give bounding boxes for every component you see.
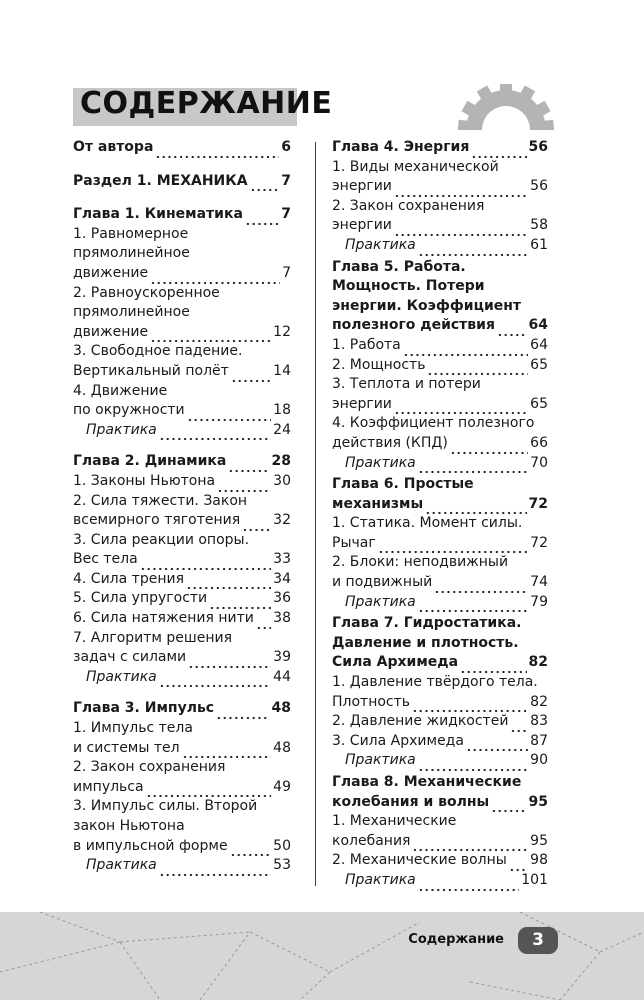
toc-page-number: 33 [273,551,291,568]
dot-leader [418,242,528,256]
toc-entry[interactable] [73,172,291,192]
toc-entry[interactable] [73,472,291,492]
toc-entry[interactable] [73,284,291,343]
toc-page-number: 79 [530,593,548,610]
toc-entry-line: 2. Закон сохранения [332,197,485,214]
toc-page-number: 95 [528,793,548,810]
dot-leader [231,368,271,382]
toc-entry-line: Мощность. Потери [332,278,485,295]
toc-entry-row [332,495,548,515]
toc-entry[interactable] [73,421,291,441]
toc-entry-title: действия (КПД) [332,434,448,451]
toc-entry-title: 4. Сила трения [73,570,184,587]
toc-entry-row [332,216,548,236]
toc-entry-title: Вертикальный полёт [73,362,229,379]
toc-entry[interactable] [73,589,291,609]
toc-page-number: 72 [528,495,548,512]
toc-entry-row [73,699,291,719]
toc-entry-row [73,550,291,570]
toc-entry-row [73,668,291,688]
dot-leader [394,222,528,236]
toc-page-number: 65 [530,356,548,373]
toc-page-number: 64 [530,336,548,353]
toc-page-number: 83 [530,713,548,730]
toc-entry-row [73,856,291,876]
dot-leader [403,342,528,356]
toc-entry-row [73,138,291,158]
toc-page-number: 95 [530,832,548,849]
toc-entry-title: энергии [332,395,392,412]
toc-entry-title: 2. Мощность [332,356,426,373]
toc-entry-title: колебания [332,832,411,849]
dot-leader [209,595,271,609]
dot-leader [159,862,271,876]
toc-entry[interactable] [332,812,548,851]
toc-entry-row [73,205,291,225]
toc-entry-row [73,472,291,492]
page-title: СОДЕРЖАНИЕ [80,86,333,121]
toc-entry-title: по окружности [73,402,185,419]
toc-entry-title: и системы тел [73,739,180,756]
toc-entry-title: Глава 1. Кинематика [73,206,243,223]
toc-entry[interactable] [332,614,548,673]
toc-entry[interactable] [332,553,548,592]
toc-entry-line: 3. Теплота и потери [332,376,481,393]
toc-page-number: 7 [281,172,291,189]
dot-leader [159,426,271,440]
toc-entry[interactable] [73,205,291,225]
toc-right-column [332,138,548,891]
dot-leader [186,575,271,589]
toc-entry[interactable] [73,225,291,284]
toc-entry-title: Рычаг [332,534,376,551]
toc-entry-row [332,832,548,852]
toc-entry-title: 3. Сила Архимеда [332,732,464,749]
toc-page-number: 82 [528,654,548,671]
toc-entry-row [332,712,548,732]
toc-entry[interactable] [73,452,291,472]
toc-entry-row [73,778,291,798]
toc-entry[interactable] [332,454,548,474]
dot-leader [418,598,528,612]
toc-entry-row [332,534,548,554]
toc-entry[interactable] [332,732,548,752]
toc-entry[interactable] [73,719,291,758]
toc-entry-row [73,264,291,284]
dot-leader [159,673,271,687]
toc-entry[interactable] [332,712,548,732]
dot-leader [242,517,271,531]
dot-leader [250,177,280,191]
toc-entry-row [332,316,548,336]
toc-entry[interactable] [73,342,291,381]
dot-leader [155,144,279,158]
toc-left-column [73,138,291,876]
toc-page-number: 90 [530,752,548,769]
toc-entry[interactable] [332,414,548,453]
toc-entry-row [332,395,548,415]
toc-page-number: 56 [528,139,548,155]
toc-entry-title: 2. Механические волны [332,852,507,869]
toc-entry-row [73,739,291,759]
toc-practice-label: Практика [345,593,416,610]
toc-entry-row [332,177,548,197]
toc-entry-row [332,434,548,454]
toc-entry[interactable] [73,138,291,158]
footer-pattern [0,912,644,1000]
toc-page-number: 65 [530,395,548,412]
toc-entry[interactable] [73,570,291,590]
toc-page-number: 39 [273,649,291,666]
toc-page-number: 70 [530,454,548,471]
toc-page-number: 58 [530,217,548,234]
toc-entry-line: Глава 8. Механические [332,774,522,790]
toc-entry-row [332,336,548,356]
toc-entry-line: 1. Импульс тела [73,720,193,737]
toc-entry-line: 7. Алгоритм решения [73,629,233,646]
toc-page-number: 6 [281,139,291,155]
dot-leader [378,539,528,553]
dot-leader [491,798,526,812]
footer-section-label: Содержание [408,932,504,947]
dot-leader [217,478,271,492]
toc-page-number: 74 [530,574,548,591]
toc-entry[interactable] [332,336,548,356]
toc-entry-title: 1. Законы Ньютона [73,472,216,489]
dot-leader [418,757,528,771]
toc-entry[interactable] [332,197,548,236]
toc-entry-line: Глава 6. Простые [332,476,474,493]
toc-entry[interactable] [332,673,548,712]
toc-page-number: 82 [530,693,548,710]
dot-leader [245,211,279,225]
dot-leader [497,322,527,336]
toc-entry-line: 1. Равномерное [73,225,189,242]
toc-entry[interactable] [332,138,548,158]
toc-entry-row [73,570,291,590]
toc-entry[interactable] [332,258,548,336]
toc-entry-title: 2. Давление жидкостей [332,713,509,730]
toc-entry-title: механизмы [332,495,424,512]
dot-leader [427,361,528,375]
toc-entry-row [332,693,548,713]
dot-leader [256,615,271,629]
toc-entry[interactable] [73,856,291,876]
toc-entry-line: прямолинейное [73,304,190,321]
dot-leader [450,440,528,454]
toc-entry-row [332,851,548,871]
dot-leader [471,144,526,158]
toc-entry-title: и подвижный [332,574,433,591]
toc-entry-title: 6. Сила натяжения нити [73,610,254,627]
toc-page-number: 49 [273,778,291,795]
dot-leader [418,459,528,473]
toc-page-number: 72 [530,534,548,551]
toc-entry-title: 1. Работа [332,336,401,353]
toc-entry-line: прямолинейное [73,245,190,262]
toc-entry-row [73,323,291,343]
toc-page-number: 61 [530,236,548,253]
dot-leader [140,556,272,570]
dot-leader [425,500,526,514]
toc-entry-title: колебания и волны [332,793,490,810]
dot-leader [460,659,526,673]
toc-entry-line: 1. Виды механической [332,158,499,175]
toc-entry-row [73,421,291,441]
toc-entry[interactable] [73,492,291,531]
toc-entry-title: движение [73,323,149,340]
toc-page-number: 12 [273,323,291,340]
dot-leader [466,737,528,751]
dot-leader [394,183,528,197]
toc-entry-line: 2. Блоки: неподвижный [332,554,509,571]
toc-entry-line: 2. Равноускоренное [73,284,220,301]
toc-entry-line: 3. Сила реакции опоры. [73,531,250,548]
column-divider [315,142,316,886]
toc-entry[interactable] [332,356,548,376]
dot-leader [412,698,528,712]
toc-page-number: 66 [530,434,548,451]
toc-entry-title: полезного действия [332,317,495,334]
toc-entry-line: 2. Сила тяжести. Закон [73,492,248,509]
toc-page-number: 32 [273,512,291,529]
dot-leader [150,328,271,342]
toc-entry-title: Вес тела [73,551,138,568]
toc-entry-title: движение [73,264,149,281]
toc-page-number: 7 [281,206,291,223]
toc-entry-title: Раздел 1. МЕХАНИКА [73,172,248,189]
toc-entry-row [332,751,548,771]
toc-entry-line: Давление и плотность. [332,634,519,651]
toc-page-number: 101 [521,871,548,888]
toc-entry-line: 4. Движение [73,382,168,399]
dot-leader [434,579,528,593]
toc-entry-row [332,653,548,673]
toc-practice-label: Практика [345,871,416,888]
page-footer [0,912,644,1000]
toc-entry-row [73,648,291,668]
toc-entry-title: импульса [73,778,144,795]
toc-entry-title: От автора [73,139,154,155]
toc-page-number: 18 [273,402,291,419]
toc-entry-row [73,511,291,531]
toc-entry-title: 5. Сила упругости [73,590,208,607]
dot-leader [146,783,272,797]
toc-entry[interactable] [332,593,548,613]
toc-entry[interactable] [332,158,548,197]
toc-page-number: 56 [530,178,548,195]
toc-entry-row [332,454,548,474]
toc-page-number: 7 [282,264,291,281]
toc-entry[interactable] [332,751,548,771]
toc-page-number: 48 [273,739,291,756]
toc-entry-title: задач с силами [73,649,187,666]
toc-practice-label: Практика [86,668,157,685]
dot-leader [394,400,528,414]
toc-entry[interactable] [332,851,548,871]
toc-entry-title: энергии [332,178,392,195]
dot-leader [216,705,269,719]
gear-icon [452,84,560,130]
toc-entry-line: 1. Статика. Момент силы. [332,515,523,532]
toc-entry-line: 1. Механические [332,813,457,830]
toc-entry[interactable] [332,773,548,812]
toc-practice-label: Практика [345,454,416,471]
toc-page-number: 30 [273,472,291,489]
dot-leader [230,842,272,856]
dot-leader [182,744,272,758]
toc-entry[interactable] [332,514,548,553]
toc-entry-line: Глава 5. Работа. [332,258,466,275]
toc-entry-row [332,356,548,376]
dot-leader [418,877,520,891]
toc-entry[interactable] [73,531,291,570]
toc-entry-row [73,837,291,857]
toc-entry-row [73,589,291,609]
dot-leader [510,718,528,732]
dot-leader [150,270,280,284]
toc-entry-title: Сила Архимеда [332,654,459,671]
toc-entry-title: Глава 4. Энергия [332,139,470,155]
toc-entry[interactable] [73,699,291,719]
toc-entry[interactable] [73,668,291,688]
toc-entry[interactable] [332,236,548,256]
toc-entry-line: 3. Свободное падение. [73,343,243,360]
toc-practice-label: Практика [345,236,416,253]
toc-entry-title: Глава 3. Импульс [73,700,215,717]
toc-page-number: 48 [271,700,291,717]
toc-entry-row [332,732,548,752]
toc-entry-row [73,452,291,472]
toc-entry-line: Глава 7. Гидростатика. [332,615,522,632]
toc-practice-label: Практика [86,421,157,438]
toc-page-number: 64 [528,317,548,334]
toc-entry-row [332,593,548,613]
dot-leader [509,857,528,871]
toc-entry-title: в импульсной форме [73,837,228,854]
toc-entry-title: Глава 2. Динамика [73,453,227,470]
toc-entry-line: закон Ньютона [73,818,185,834]
toc-entry[interactable] [73,758,291,797]
toc-entry-row [332,793,548,813]
toc-entry-row [73,362,291,382]
toc-page-number: 28 [271,453,291,470]
toc-entry-line: энергии. Коэффициент [332,297,522,314]
toc-entry-row [73,172,291,192]
toc-entry[interactable] [332,375,548,414]
toc-entry[interactable] [73,797,291,856]
toc-page-number: 24 [273,421,291,438]
toc-practice-label: Практика [345,752,416,769]
toc-entry-line: 1. Давление твёрдого тела. [332,674,538,691]
toc-entry-line: 3. Импульс силы. Второй [73,798,258,815]
toc-entry[interactable] [332,475,548,514]
toc-entry-title: энергии [332,217,392,234]
toc-page-number: 53 [273,857,291,874]
toc-entry[interactable] [332,871,548,891]
toc-page-number: 38 [273,610,291,627]
toc-entry[interactable] [73,382,291,421]
toc-entry-row [332,871,548,891]
toc-page-number: 50 [273,837,291,854]
toc-entry-title: Плотность [332,693,411,710]
toc-page-number: 44 [273,668,291,685]
dot-leader [412,837,528,851]
toc-page-number: 98 [530,852,548,869]
toc-entry-row [332,573,548,593]
toc-entry[interactable] [73,609,291,629]
page-number-badge: 3 [518,927,558,954]
dot-leader [188,654,271,668]
toc-entry-row [332,236,548,256]
toc-entry-row [73,609,291,629]
toc-entry-line: 2. Закон сохранения [73,759,226,776]
dot-leader [228,458,269,472]
toc-page-number: 36 [273,590,291,607]
toc-entry-row [73,401,291,421]
toc-page-number: 14 [273,362,291,379]
toc-entry-title: всемирного тяготения [73,512,241,529]
dot-leader [187,407,272,421]
toc-practice-label: Практика [86,857,157,874]
toc-entry-row [332,138,548,158]
toc-page-number: 34 [273,570,291,587]
toc-page-number: 87 [530,732,548,749]
toc-entry[interactable] [73,629,291,668]
toc-entry-line: 4. Коэффициент полезного [332,415,535,432]
